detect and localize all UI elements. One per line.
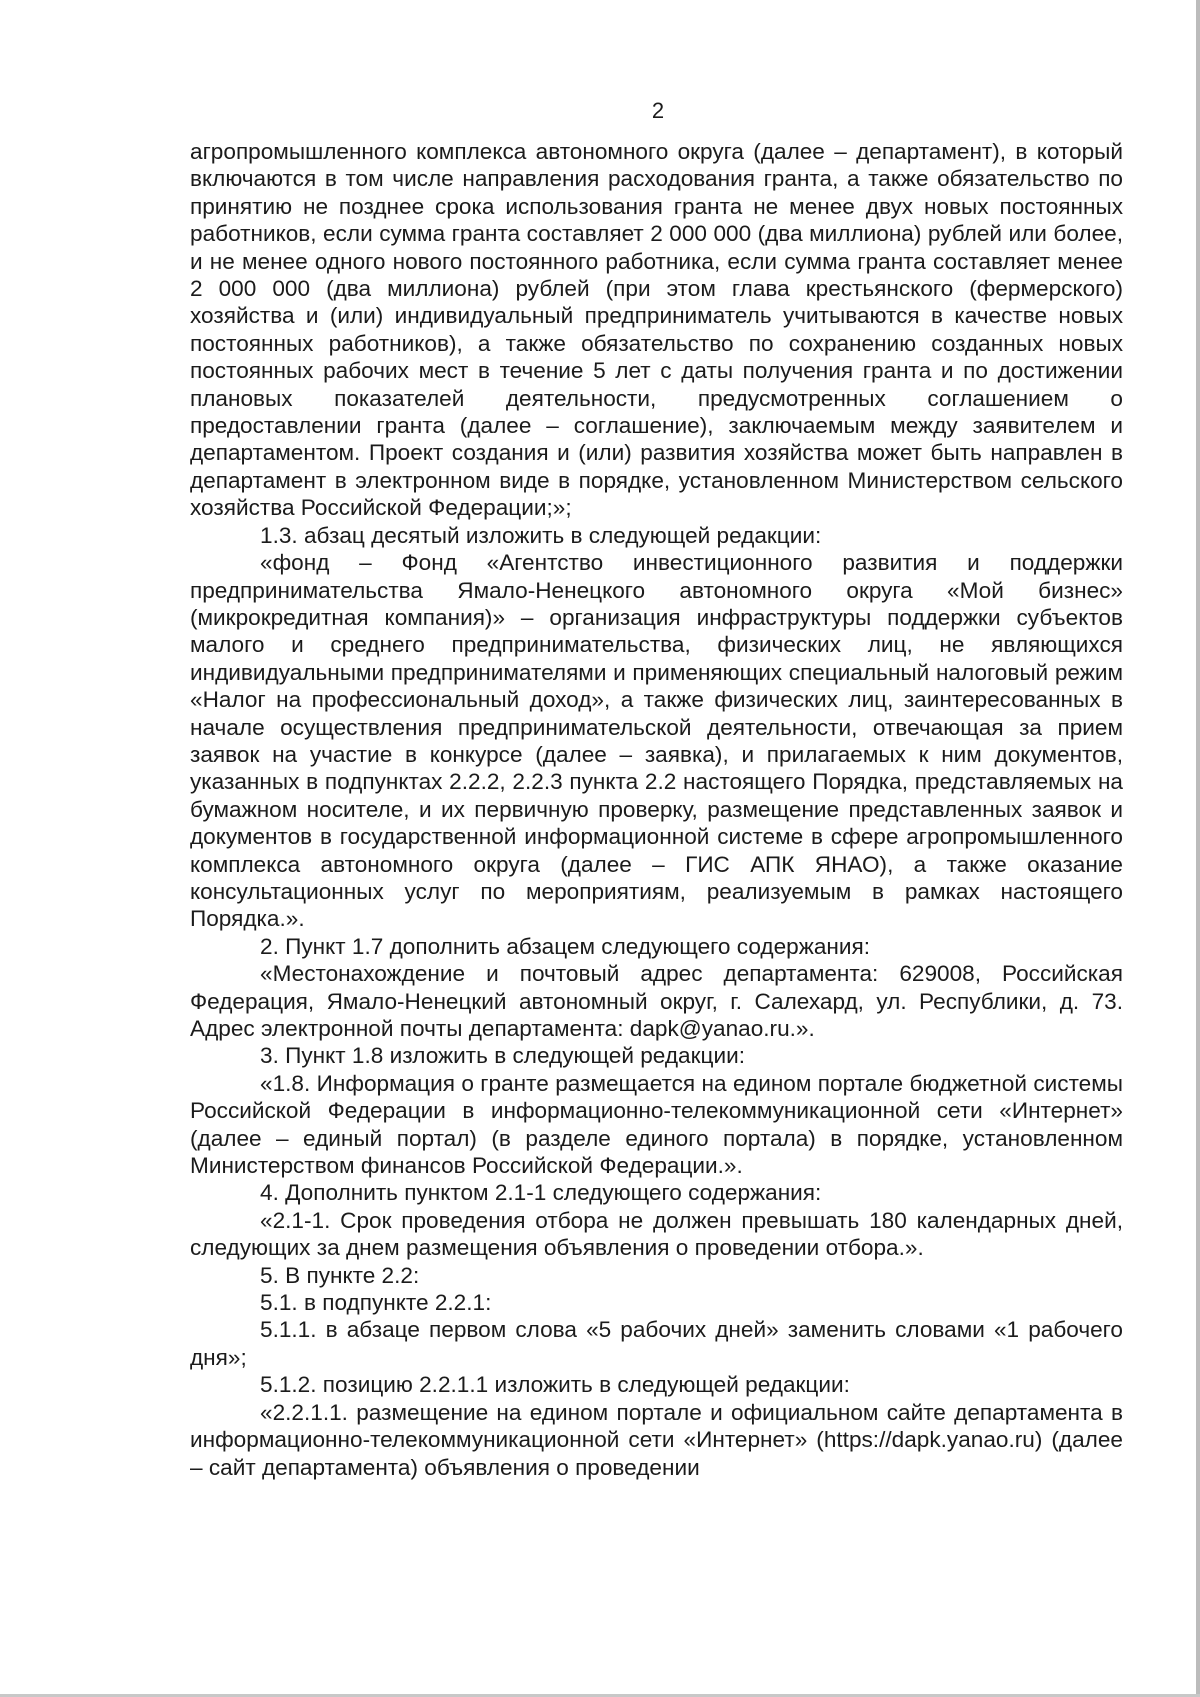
page-number: 2 xyxy=(651,98,665,123)
paragraph-continuation: агропромышленного комплекса автономного округа (далее – департамент), в который включаются в том числе направления расходования гранта, а также обязательство по принятию не позднее срока использования гранта не менее двух новых постоянных работников, если сумма гранта составляет 2 000 000 (два миллиона) рублей или более, и не менее одного нового постоянного работника, если сумма гранта составляет менее 2 000 000 (два миллиона) рублей (при этом глава крестьянского (фермерского) хозяйства и (или) индивидуальный предприниматель учитываются в качестве новых постоянных работников), а также обязательство по сохранению созданных новых постоянных рабочих мест в течение 5 лет с даты получения гранта и по достижении плановых показателей деятельности, предусмотренных соглашением о предоставлении гранта (далее – соглашение), заключаемым между заявителем и департаментом. Проект создания и (или) развития хозяйства может быть направлен в департамент в электронном виде в порядке, установленном Министерством сельского хозяйства Российской Федерации;»; xyxy=(190,139,1123,521)
paragraph-3: 3. Пункт 1.8 изложить в следующей редакции: xyxy=(260,1043,745,1069)
document-body xyxy=(190,138,1123,1481)
paragraph-5-1: 5.1. в подпункте 2.2.1: xyxy=(260,1290,492,1316)
scan-edge-right xyxy=(1196,0,1200,1697)
paragraph-2-2-1-1: «2.2.1.1. размещение на едином портале и официальном сайте департамента в информационно-телекоммуникационной сети «Интернет» (https://dapk.yanao.ru) (далее – сайт департамента) объявления о проведении xyxy=(190,1399,1123,1480)
paragraph-2-1-1: «2.1-1. Срок проведения отбора не должен превышать 180 календарных дней, следующих за днем размещения объявления о проведении отбора.». xyxy=(190,1207,1123,1261)
paragraph-4: 4. Дополнить пунктом 2.1-1 следующего содержания: xyxy=(260,1180,822,1206)
paragraph-5: 5. В пункте 2.2: xyxy=(260,1262,420,1288)
paragraph-1-8: «1.8. Информация о гранте размещается на едином портале бюджетной системы Российской Федерации в информационно-телекоммуникационной сети «Интернет» (далее – единый портал) (в разделе единого портала) в порядке, установленном Министерством финансов Российской Федерации.». xyxy=(190,1070,1123,1179)
paragraph-5-1-2: 5.1.2. позицию 2.2.1.1 изложить в следующей редакции: xyxy=(260,1372,850,1398)
paragraph-fund-definition: «фонд – Фонд «Агентство инвестиционного развития и поддержки предпринимательства Ямало-Ненецкого автономного округа «Мой бизнес» (микрокредитная компания)» – организация инфраструктуры поддержки субъектов малого и среднего предпринимательства, физических лиц, не являющихся индивидуальными предпринимателями и применяющих специальный налоговый режим «Налог на профессиональный доход», а также физических лиц, заинтересованных в начале осуществления предпринимательской деятельности, отвечающая за прием заявок на участие в конкурсе (далее – заявка), и прилагаемых к ним документов, указанных в подпунктах 2.2.2, 2.2.3 пункта 2.2 настоящего Порядка, представляемых на бумажном носителе, и их первичную проверку, размещение представленных заявок и документов в государственной информационной системе в сфере агропромышленного комплекса автономного округа (далее – ГИС АПК ЯНАО), а также оказание консультационных услуг по мероприятиям, реализуемым в рамках настоящего Порядка.». xyxy=(190,550,1123,932)
paragraph-2: 2. Пункт 1.7 дополнить абзацем следующего содержания: xyxy=(260,933,870,959)
paragraph-5-1-1: 5.1.1. в абзаце первом слова «5 рабочих дней» заменить словами «1 рабочего дня»; xyxy=(190,1317,1123,1370)
paragraph-1-3: 1.3. абзац десятый изложить в следующей редакции: xyxy=(260,522,822,548)
paragraph-address: «Местонахождение и почтовый адрес департамента: 629008, Российская Федерация, Ямало-Ненецкий автономный округ, г. Салехард, ул. Республики, д. 73. Адрес электронной почты департамента: dapk@yanao.ru.». xyxy=(190,961,1123,1041)
